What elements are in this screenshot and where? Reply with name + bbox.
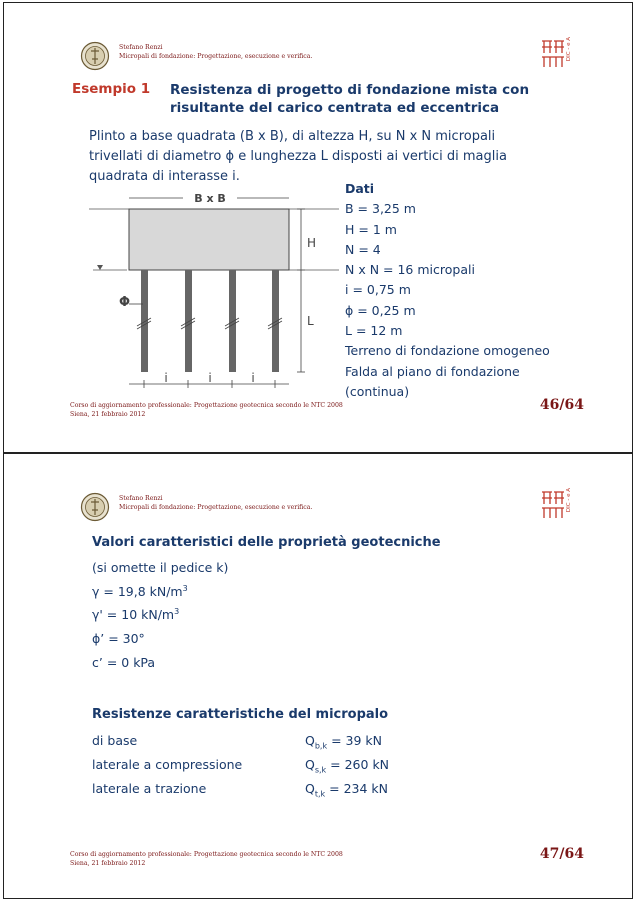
header-subtitle: Micropali di fondazione: Progettazione, esecuzione e verifica.: [119, 53, 313, 60]
department-tag: DIC - e A: [566, 37, 572, 62]
label-i: i: [164, 371, 168, 385]
intro-text: [89, 127, 559, 187]
pile: [272, 270, 279, 372]
gamma-prime-text: γ' = 10 kN/m: [92, 607, 175, 623]
resistance-subscript: s,k: [314, 765, 327, 775]
label-l: L: [307, 314, 314, 328]
data-item: H = 1 m: [345, 221, 397, 237]
header-subtitle: Micropali di fondazione: Progettazione, esecuzione e verifica.: [119, 504, 313, 511]
resistance-amount: = 234 kN: [325, 781, 388, 796]
resistance-label: di base: [92, 733, 138, 748]
page-number: 47/64: [539, 846, 584, 862]
gamma-prime-exponent: 3: [174, 607, 180, 616]
resistance-value: [305, 757, 389, 775]
data-heading: Dati: [345, 181, 375, 196]
label-bxb: B x B: [194, 192, 226, 205]
pile: [229, 270, 236, 372]
header-text: [119, 494, 312, 512]
slide-title: [170, 81, 570, 117]
resistance-subscript: t,k: [314, 789, 326, 799]
resistance-amount: = 39 kN: [327, 733, 382, 748]
resistance-value: [305, 781, 388, 799]
resistance-row: [92, 757, 452, 775]
slide-46: [3, 2, 633, 453]
phi-value: ϕ’ = 30°: [92, 631, 145, 646]
resistance-symbol: Q: [305, 733, 315, 748]
data-item: i = 0,75 m: [345, 282, 411, 298]
resistance-value: [305, 733, 382, 751]
resistance-label: laterale a compressione: [92, 757, 243, 772]
resistance-symbol: Q: [305, 757, 315, 772]
data-item: N = 4: [345, 241, 381, 257]
data-item: N x N = 16 micropali: [345, 262, 475, 278]
water-table-icon: [97, 265, 103, 270]
footer: [70, 401, 343, 419]
slide-title-line2: risultante del carico centrata ed eccentrica: [170, 100, 500, 116]
resistance-label: laterale a trazione: [92, 781, 207, 796]
data-item: ϕ = 0,25 m: [345, 302, 416, 318]
foundation-diagram: [89, 186, 339, 396]
department-tag: DIC - e A: [566, 488, 572, 513]
label-phi: Φ: [119, 295, 131, 310]
cohesion-value: c’ = 0 kPa: [92, 655, 156, 670]
footer-place-date: Siena, 21 febbraio 2012: [70, 860, 146, 867]
university-seal-icon: [80, 492, 110, 522]
pile: [185, 270, 192, 372]
label-h: H: [307, 236, 317, 250]
label-i: i: [251, 371, 255, 385]
resistance-row: [92, 781, 452, 799]
page-number: 46/64: [539, 397, 584, 413]
footer-course: Corso di aggiornamento professionale: Progettazione geotecnica secondo le NTC 2008: [70, 402, 343, 409]
intro-line: Plinto a base quadrata (B x B), di altezza H, su N x N micropali: [89, 129, 496, 144]
data-item: Falda al piano di fondazione: [345, 363, 520, 379]
data-list: [345, 179, 550, 402]
footer-place-date: Siena, 21 febbraio 2012: [70, 411, 146, 418]
gamma-text: γ = 19,8 kN/m: [92, 584, 183, 600]
header-text: [119, 43, 312, 61]
geotech-heading: Valori caratteristici delle proprietà geotecniche: [92, 535, 441, 550]
resistance-symbol: Q: [305, 781, 315, 796]
slide-title-line1: Resistenza di progetto di fondazione mista con: [170, 82, 530, 98]
footer-course: Corso di aggiornamento professionale: Progettazione geotecnica secondo le NTC 2008: [70, 851, 343, 858]
data-item: Terreno di fondazione omogeneo: [345, 343, 550, 359]
header-author: Stefano Renzi: [119, 495, 163, 502]
pedice-note: (si omette il pedice k): [92, 560, 229, 575]
resistance-subscript: b,k: [314, 741, 328, 751]
gamma-exponent: 3: [182, 584, 188, 593]
piles: [137, 270, 282, 372]
resistance-amount: = 260 kN: [326, 757, 390, 772]
intro-line: trivellati di diametro ϕ e lunghezza L disposti ai vertici di maglia: [89, 149, 507, 164]
slide-47: [3, 453, 633, 899]
data-item: L = 12 m: [345, 323, 403, 339]
university-seal-icon: [80, 41, 110, 71]
gamma-prime-value: [92, 607, 179, 622]
resistance-heading: Resistenze caratteristiche del micropalo: [92, 707, 389, 722]
label-i: i: [208, 371, 212, 385]
gamma-value: [92, 584, 188, 599]
data-item: (continua): [345, 383, 410, 399]
intro-line: quadrata di interasse i.: [89, 169, 240, 184]
footer: [70, 850, 343, 868]
data-item: B = 3,25 m: [345, 201, 416, 217]
pile: [141, 270, 148, 372]
plinth: [129, 209, 289, 270]
example-label: Esempio 1: [72, 81, 151, 97]
resistance-row: [92, 733, 452, 751]
header-author: Stefano Renzi: [119, 44, 163, 51]
